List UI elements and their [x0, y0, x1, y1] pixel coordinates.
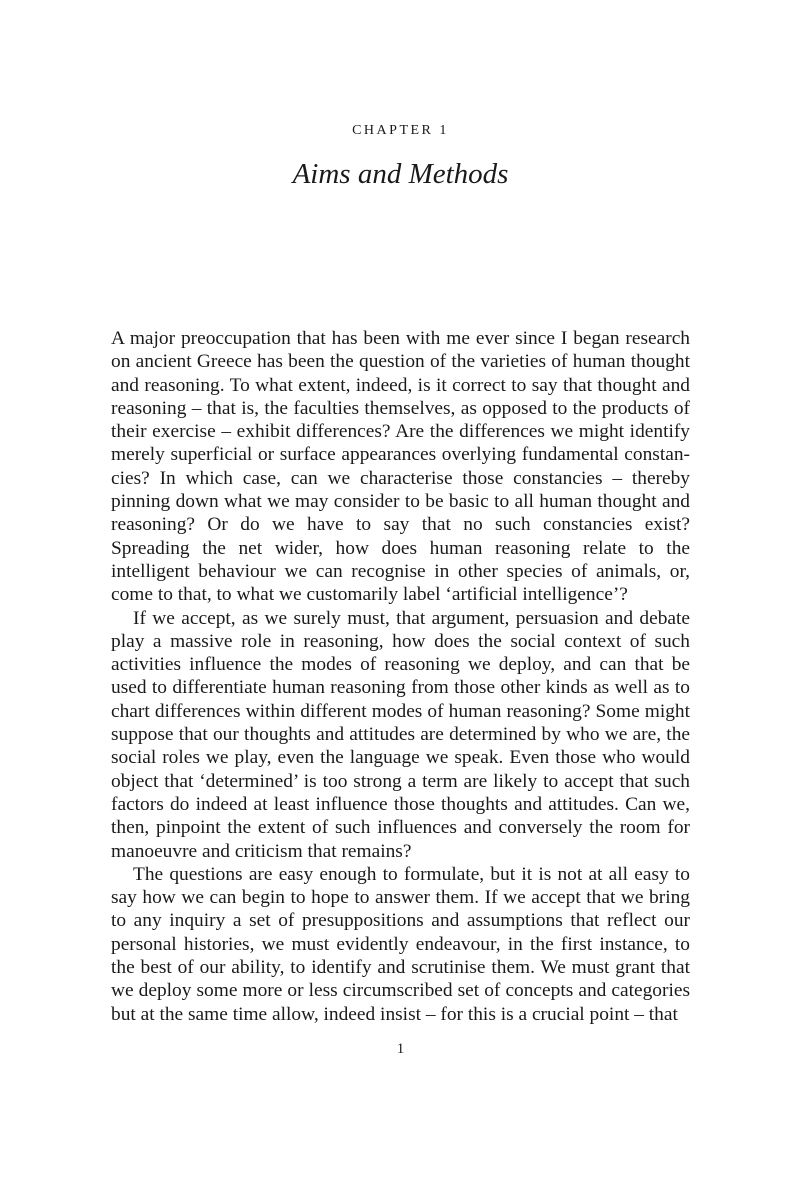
chapter-title: Aims and Methods — [292, 158, 509, 190]
chapter-label: CHAPTER 1 — [352, 123, 449, 138]
body-text — [111, 327, 690, 1026]
page-number: 1 — [396, 1041, 405, 1057]
paragraph-3: The questions are easy enough to formulate, but it is not at all easy to say how we can begin to hope to answer them. If we accept that we bring to any inquiry a set of presuppositions and assumptions that reflect our personal histories, we must evidently endeavour, in the first instance, to the best of our ability, to identify and scrutinise them. We must grant that we deploy some more or less circumscribed set of concepts and categories but at the same time allow, indeed insist – for this is a crucial point – that — [111, 863, 690, 1025]
paragraph-2: If we accept, as we surely must, that argument, persuasion and debate play a massive role in reasoning, how does the social context of such activities influence the modes of reasoning we deploy, and can that be used to differentiate human reasoning from those other kinds as well as to chart differences within different modes of human reasoning? Some might suppose that our thoughts and attitudes are determined by who we are, the social roles we play, even the language we speak. Even those who would object that ‘determined’ is too strong a term are likely to accept that such factors do indeed at least influence those thoughts and attitudes. Can we, then, pinpoint the extent of such influences and conversely the room for manoeuvre and criticism that remains? — [111, 607, 690, 862]
paragraph-1: A major preoccupation that has been with me ever since I began research on ancient Greece has been the question of the varieties of human thought and reasoning. To what extent, indeed, is it correct to say that thought and reasoning – that is, the faculties themselves, as opposed to the products of their exercise – exhibit differences? Are the differences we might identify merely superficial or surface appearances overlying fundamental constancies? In which case, can we characterise those constancies – thereby pinning down what we may consider to be basic to all human thought and reasoning? Or do we have to say that no such constancies exist? Spreading the net wider, how does human reasoning relate to the intelligent behaviour we can recognise in other species of animals, or, come to that, to what we customarily label ‘artificial intelligence’? — [111, 328, 690, 606]
